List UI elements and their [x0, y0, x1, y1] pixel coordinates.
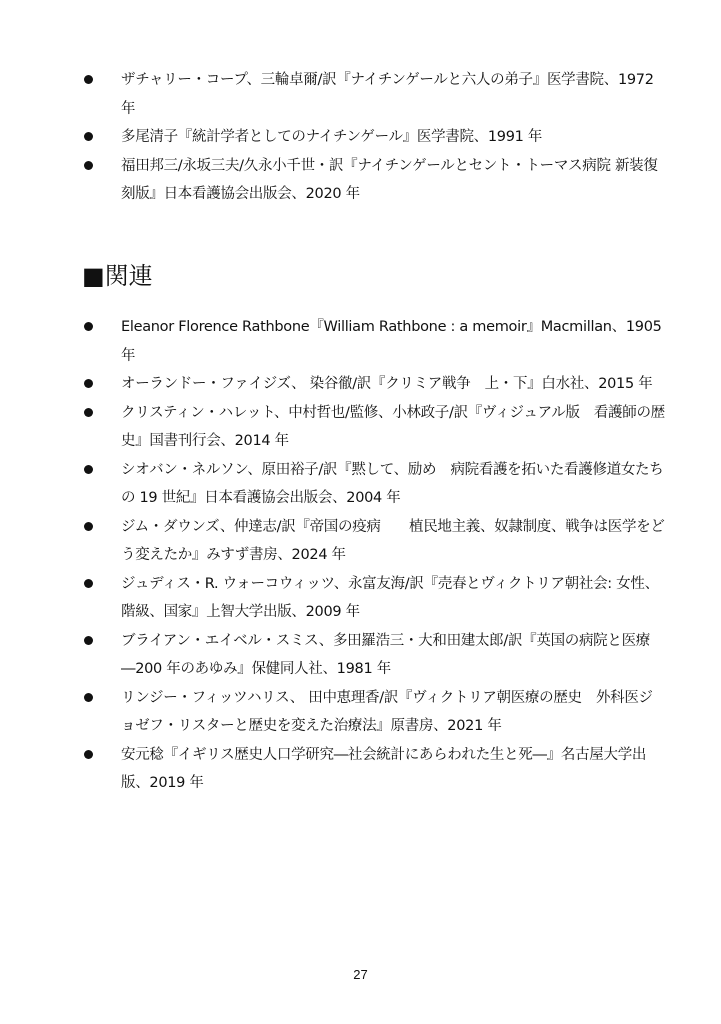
list-item [0, 627, 666, 684]
list-item-text: シオバン・ネルソン、原田裕子/訳『黙して、励め 病院看護を拓いた看護修道女たちの 19 世紀』日本看護協会出版会、2004 年 [121, 461, 664, 506]
bullet-icon [84, 322, 93, 331]
bullet-icon [84, 636, 93, 645]
bullet-icon [84, 579, 93, 588]
list-item [0, 741, 666, 798]
bullet-icon [84, 161, 93, 170]
list-item [0, 313, 666, 370]
list-item [0, 513, 666, 570]
list-item [0, 570, 666, 627]
list-item-text: ブライアン・エイベル・スミス、多田羅浩三・大和田建太郎/訳『英国の病院と医療―200 年のあゆみ』保健同人社、1981 年 [121, 632, 650, 677]
list-item-text: 多尾清子『統計学者としてのナイチンゲール』医学書院、1991 年 [121, 129, 543, 145]
bullet-icon [84, 132, 93, 141]
list-item [0, 370, 666, 399]
list-item-text: リンジー・フィッツハリス、 田中恵理香/訳『ヴィクトリア朝医療の歴史 外科医ジョゼフ・リスターと歴史を変えた治療法』原書房、2021 年 [121, 689, 653, 734]
list-item-text: 安元稔『イギリス歴史人口学研究―社会統計にあらわれた生と死―』名古屋大学出版、2019 年 [121, 746, 647, 791]
section-heading-related: ■関連 [82, 262, 153, 290]
list-item-text: 福田邦三/永坂三夫/久永小千世・訳『ナイチンゲールとセント・トーマス病院 新装復刻版』日本看護協会出版会、2020 年 [121, 157, 658, 202]
list-item-text: クリスティン・ハレット、中村哲也/監修、小林政子/訳『ヴィジュアル版 看護師の歴史』国書刊行会、2014 年 [121, 404, 665, 449]
list-item [0, 456, 666, 513]
list-item-text: Eleanor Florence Rathbone『William Rathbone : a memoir』Macmillan、1905 年 [121, 319, 662, 364]
list-item [0, 66, 666, 123]
list-item-text: ジム・ダウンズ、仲達志/訳『帝国の疫病 植民地主義、奴隷制度、戦争は医学をどう変えたか』みすず書房、2024 年 [121, 518, 665, 563]
list-item-text: ザチャリー・コープ、三輪卓爾/訳『ナイチンゲールと六人の弟子』医学書院、1972年 [121, 72, 654, 117]
list-item [0, 123, 666, 152]
bullet-icon [84, 750, 93, 759]
list-item-text: ジュディス・R. ウォーコウィッツ、永富友海/訳『売春とヴィクトリア朝社会: 女性、階級、国家』上智大学出版、2009 年 [121, 575, 659, 620]
list-item [0, 399, 666, 456]
bullet-icon [84, 465, 93, 474]
bullet-icon [84, 522, 93, 531]
bullet-icon [84, 379, 93, 388]
list-item [0, 684, 666, 741]
list-item-text: オーランドー・ファイジズ、 染谷徹/訳『クリミア戦争 上・下』白水社、2015 年 [121, 376, 653, 392]
reference-list-related [0, 313, 721, 798]
page-number: 27 [353, 967, 368, 982]
list-item [0, 152, 666, 209]
reference-list-top [0, 66, 721, 209]
bullet-icon [84, 693, 93, 702]
bullet-icon [84, 408, 93, 417]
bullet-icon [84, 75, 93, 84]
